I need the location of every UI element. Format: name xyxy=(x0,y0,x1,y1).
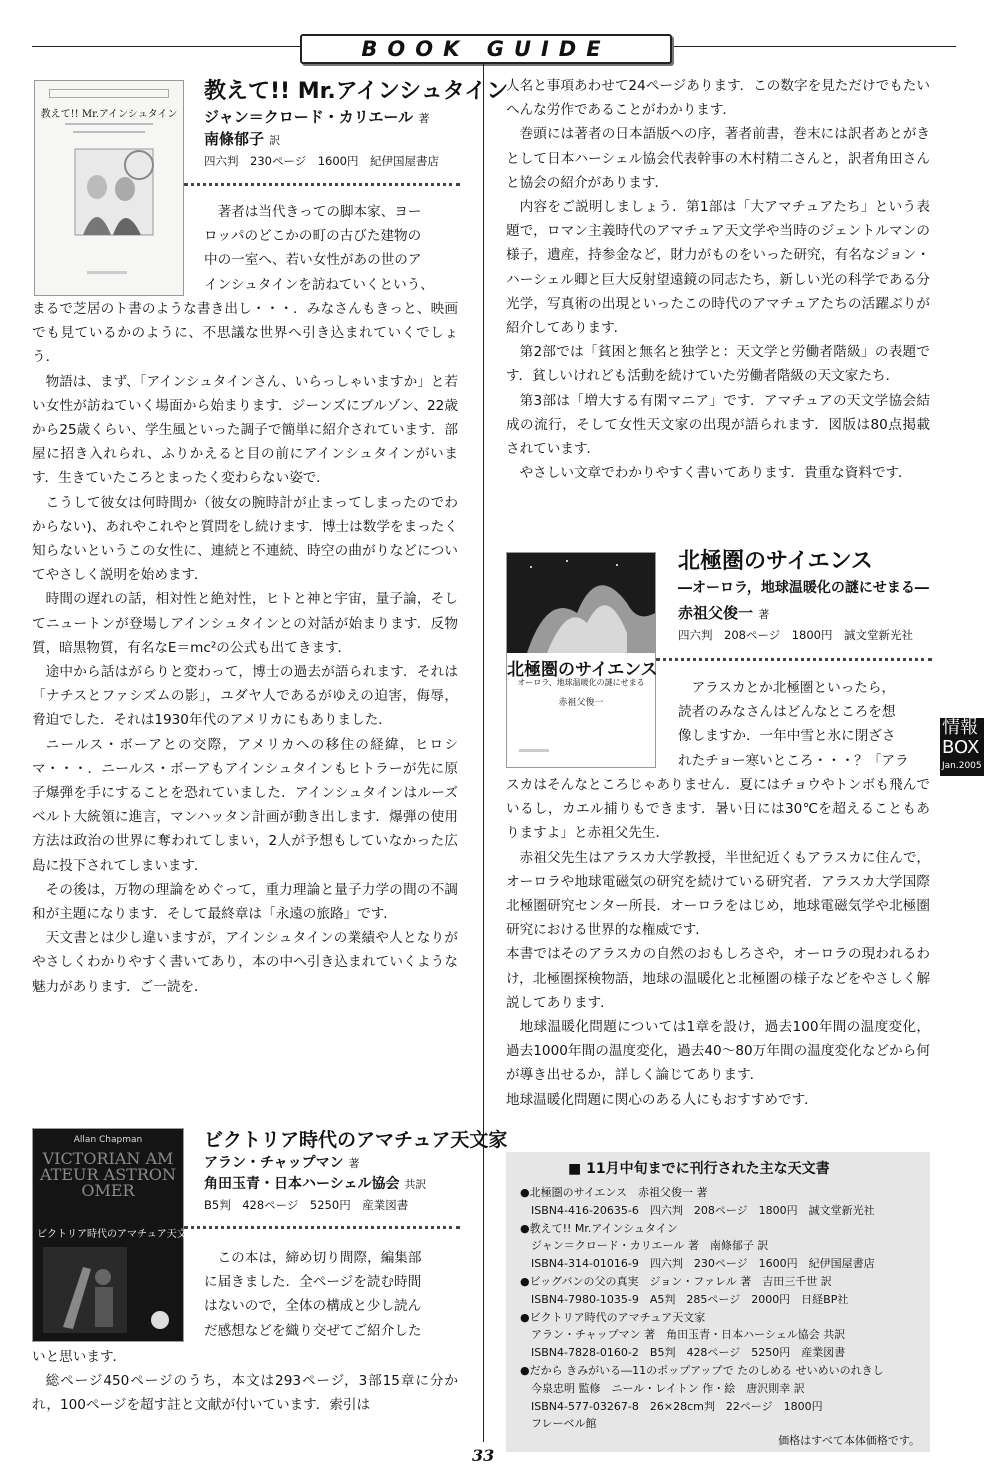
list-item: ●北極圏のサイエンス 赤祖父俊一 著 xyxy=(520,1186,708,1199)
cover-publisher-badge xyxy=(151,1311,169,1329)
book2-author-line xyxy=(204,1152,359,1175)
cover-author-text: Allan Chapman xyxy=(73,1135,143,1145)
book3-body-top xyxy=(678,676,932,773)
list-item: 今泉忠明 監修 ニール・レイトン 作・絵 唐沢則幸 訳 xyxy=(520,1381,805,1395)
book3-divider xyxy=(656,658,932,661)
book3-body xyxy=(506,773,930,1112)
cover-line xyxy=(65,123,153,125)
book3-author: 赤祖父俊一 xyxy=(678,604,754,622)
book2-meta: B5判 428ページ 5250円 産業図書 xyxy=(204,1198,409,1212)
book3-meta: 四六判 208ページ 1800円 誠文堂新光社 xyxy=(678,628,913,642)
section-header-label: BOOK GUIDE xyxy=(361,37,611,61)
list-item: ISBN4-7980-1035-9 A5判 285ページ 2000円 日経BP社 xyxy=(520,1292,849,1306)
book2-body xyxy=(32,1345,458,1418)
text-line: に届きました．全ページを読む時間 xyxy=(204,1274,422,1291)
text-line: この本は，締め切り間際，編集部 xyxy=(217,1250,422,1266)
new-books-list-body xyxy=(520,1184,884,1433)
paragraph: いと思います． xyxy=(32,1349,127,1365)
section-header xyxy=(300,34,672,64)
book1-author-role: 著 xyxy=(418,112,430,125)
text-line: インシュタインを訪ねていくという、 xyxy=(204,276,434,293)
book2-cover-illustration xyxy=(43,1247,127,1333)
list-item: ジャン＝クロード・カリエール 著 南條郁子 訳 xyxy=(520,1239,769,1253)
paragraph: 地球温暖化問題に関心のある人にもおすすめです． xyxy=(506,1091,818,1108)
paragraph: その後は，万物の理論をめぐって，重力理論と量子力学の間の不調和が主題になります．そして最終章は「永遠の旅路」です． xyxy=(32,881,458,923)
book3-title: 北極圏のサイエンス xyxy=(678,549,873,574)
paragraph: 物語は、まず、「アインシュタインさん、いらっしゃいますか」と若い女性が訪ねていく場面から始まります．ジーンズにブルゾン、22歳から25歳くらい、学生風といった調子で簡単に紹介されています．部屋に招き入れられ、ふりかえると目の前にアインシュタインがいます．生きていたころとまったく変わらない姿で． xyxy=(32,373,458,487)
book2-body-continued xyxy=(506,74,930,485)
cover-label-box xyxy=(49,89,169,98)
text-line: 著者は当代きっての脚本家、ヨー xyxy=(217,204,422,220)
list-item: ●教えて!! Mr.アインシュタイン xyxy=(520,1221,678,1235)
book2-author-role: 著 xyxy=(348,1157,360,1170)
paragraph: 途中から話はがらりと変わって，博士の過去が語られます．それは「ナチスとファシズムの影」，ユダヤ人であるがゆえの迫害，侮辱，脅迫でした．それは1930年代のアメリカにもありました． xyxy=(32,664,458,729)
book1-cover-illustration xyxy=(69,141,159,239)
list-item: フレーベル館 xyxy=(520,1417,597,1431)
book1-translator-line xyxy=(204,128,280,152)
text-line: はないので，全体の構成と少し読ん xyxy=(204,1298,422,1315)
book1-translator: 南條郁子 xyxy=(204,130,265,148)
book2-translator-role: 共訳 xyxy=(404,1178,427,1191)
paragraph: こうして彼女は何時間か（彼女の腕時計が止まってしまったのでわからない)、あれやこれやと質問をし続けます．博士は数学をまったく知らないというこの女性に、連続と不連続、時空の曲がりなどについてやさしく説明を始めます． xyxy=(32,494,458,584)
book2-cover-title-en: VICTORIAN AMATEUR ASTRONOMER xyxy=(40,1149,176,1200)
text-line: 像しますか．一年中雪と氷に閉ざさ xyxy=(678,728,896,745)
side-tab-date: Jan.2005 xyxy=(942,761,982,771)
book2-title: ビクトリア時代のアマチュア天文家 xyxy=(204,1129,508,1151)
list-item: ●ビクトリア時代のアマチュア天文家 xyxy=(520,1310,706,1324)
paragraph: まるで芝居のト書のような書き出し・・・．みなさんもきっと、映画でも見ているかのように、不思議な世界へ引き込まれていくでしょう． xyxy=(32,301,458,366)
text-line: 読者のみなさんはどんなところを想 xyxy=(678,704,896,721)
book3-cover-author: 赤祖父俊一 xyxy=(558,698,604,708)
book2-cover-title-jp: ビクトリア時代のアマチュア天文家 xyxy=(37,1229,197,1240)
list-item: ISBN4-314-01016-9 四六判 230ページ 1600円 紀伊国屋書店 xyxy=(520,1257,875,1271)
paragraph: 総ページ450ページのうち，本文は293ページ，3部15章に分かれ，100ページを超す註と文献が付いています．索引は xyxy=(32,1373,458,1414)
book3-cover-title: 北極圏のサイエンス xyxy=(507,660,658,680)
book1-cover xyxy=(34,80,184,296)
book2-body-top xyxy=(204,1246,458,1343)
section-side-tab xyxy=(940,718,984,776)
paragraph: 天文書とは少し違いますが，アインシュタインの業績や人となりがやさしくわかりやすく書いてあり，本の中へ引き込まれていくような魅力があります．ご一読を． xyxy=(32,930,458,995)
header-rule-left xyxy=(32,46,300,47)
paragraph: 内容をご説明しましょう．第1部は「大アマチュアたち」という表題で，ロマン主義時代のアマチュア天文学や当時のジェントルマンの様子，遺産，持参金など，財力がものをいった研究，有名なジョン・ハーシェル卿と巨大反射望遠鏡の同志たち，新しい光の科学である分光学，写真術の出現といったこの時代のアマチュアたちの活躍ぶりが紹介してあります． xyxy=(506,199,930,337)
book2-author: アラン・チャップマン xyxy=(204,1155,344,1171)
paragraph: 人名と事項あわせて24ページあります．この数字を見ただけでもたいへんな労作であることがわかります． xyxy=(506,78,930,119)
paragraph: スカはそんなところじゃありません．夏にはチョウやトンボも飛んでいるし，カエル捕りもできます．暑い日には30℃を超えることもありますよ」と赤祖父先生． xyxy=(506,777,930,842)
book1-translator-role: 訳 xyxy=(269,134,281,147)
text-line: だ感想などを織り交ぜてご紹介した xyxy=(204,1322,422,1339)
paragraph: 巻頭には著者の日本語版への序，著者前書，巻末には訳者あとがきとして日本ハーシェル協会代表幹事の木村精二さんと，訳者角田さんと協会の紹介があります． xyxy=(506,126,930,191)
cover-publisher-mark xyxy=(87,271,127,274)
book3-author-role: 著 xyxy=(758,608,770,621)
side-tab-label-jp: 情報 xyxy=(942,717,978,738)
paragraph: 第2部では「貧困と無名と独学と：天文学と労働者階級」の表題です．貧しいけれども活動を続けていた労働者階級の天文家たち． xyxy=(506,344,930,385)
text-line: れたチョー寒いところ・・・？「アラ xyxy=(678,752,909,769)
price-note: 価格はすべて本体価格です。 xyxy=(778,1434,920,1447)
book2-cover xyxy=(32,1128,197,1342)
column-divider xyxy=(483,62,484,1442)
paragraph: 時間の遅れの話，相対性と絶対性，ヒトと神と宇宙，量子論，そしてニュートンが登場しアインシュタインとの対話が始まります．反物質，暗黒物質，有名なE＝mc²の公式も出てきます． xyxy=(32,591,458,656)
book1-title: 教えて!! Mr.アインシュタイン xyxy=(204,79,509,104)
cover-line xyxy=(73,131,145,133)
page-number: 33 xyxy=(472,1446,495,1465)
list-item: ●ビッグバンの父の真実 ジョン・ファレル 著 吉田三千世 訳 xyxy=(520,1274,832,1288)
list-item: アラン・チャップマン 著 角田玉青・日本ハーシェル協会 共訳 xyxy=(520,1328,846,1342)
header-rule-right xyxy=(670,46,956,47)
list-item: ISBN4-577-03267-8 26×28cm判 22ページ 1800円 xyxy=(520,1399,823,1413)
book1-divider xyxy=(184,183,460,186)
new-books-list-title: ■ 11月中旬までに刊行された主な天文書 xyxy=(568,1161,830,1177)
book3-cover xyxy=(506,552,656,768)
book1-body-top xyxy=(204,200,458,297)
list-item: ISBN4-416-20635-6 四六判 208ページ 1800円 誠文堂新光社 xyxy=(520,1203,875,1217)
text-line: ロッパのどこかの町の古びた建物の xyxy=(204,228,422,245)
paragraph: 第3部は「増大する有閑マニア」です．アマチュアの天文学協会結成の流行，そして女性天文家の出現が語られます．図版は80点掲載されています． xyxy=(506,392,930,458)
new-books-list xyxy=(506,1152,930,1452)
book1-cover-title: 教えて!! Mr.アインシュタイン xyxy=(40,109,178,120)
paragraph: ニールス・ボーアとの交際，アメリカへの移住の経緯，ヒロシマ・・・．ニールス・ボーアもアインシュタインもヒトラーが先に原子爆弾を手にすることを恐れていました．アインシュタインはルーズベルト大統領に進言，マンハッタン計画が動き出します．爆弾の使用方法は政治の世界に奪われてしまい，2人が予想もしていなかった広島に投下されてしまいます． xyxy=(32,736,458,874)
book1-body xyxy=(32,297,458,999)
paragraph: 赤祖父先生はアラスカ大学教授，半世紀近くもアラスカに住んで，オーロラや地球電磁気の研究を続けている研究者．アラスカ大学国際北極圏研究センター所長．オーロラをはじめ，地球電磁気学や北極圏研究における世界的な権威です． xyxy=(506,849,930,939)
book1-meta: 四六判 230ページ 1600円 紀伊国屋書店 xyxy=(204,154,439,168)
book3-author-line xyxy=(678,602,769,626)
list-item: ●だから きみがいる―11のポップアップで たのしめる せいめいのれきし xyxy=(520,1363,884,1377)
paragraph: 地球温暖化問題については1章を設け，過去100年間の温度変化，過去1000年間の温度変化，過去40～80万年間の温度変化などから何が導き出せるか，詳しく論じてあります． xyxy=(506,1019,930,1084)
book1-author: ジャン＝クロード・カリエール xyxy=(204,108,414,126)
book3-cover-subtitle: オーロラ、地球温暖化の謎にせまる xyxy=(517,678,645,687)
text-line: アラスカとか北極圏といったら， xyxy=(691,680,896,696)
book3-subtitle: ―オーロラ，地球温暖化の謎にせまる― xyxy=(678,580,929,596)
text-line: 中の一室へ、若い女性があの世のア xyxy=(204,252,422,269)
book1-author-line xyxy=(204,106,429,130)
cover-publisher-mark xyxy=(519,749,549,752)
book2-translator: 角田玉青・日本ハーシェル協会 xyxy=(204,1176,400,1192)
book3-cover-aurora-image xyxy=(507,553,655,653)
book2-translator-line xyxy=(204,1173,426,1196)
paragraph: やさしい文章でわかりやすく書いてあります．貴重な資料です． xyxy=(519,465,912,482)
side-tab-label-box: BOX xyxy=(942,737,980,758)
book2-divider xyxy=(184,1226,460,1229)
list-item: ISBN4-7828-0160-2 B5判 428ページ 5250円 産業図書 xyxy=(520,1346,846,1360)
paragraph: 本書ではそのアラスカの自然のおもしろさや，オーロラの現われるわけ，北極圏探検物語，地球の温暖化と北極圏の様子などをやさしく解説してあります． xyxy=(506,946,930,1011)
